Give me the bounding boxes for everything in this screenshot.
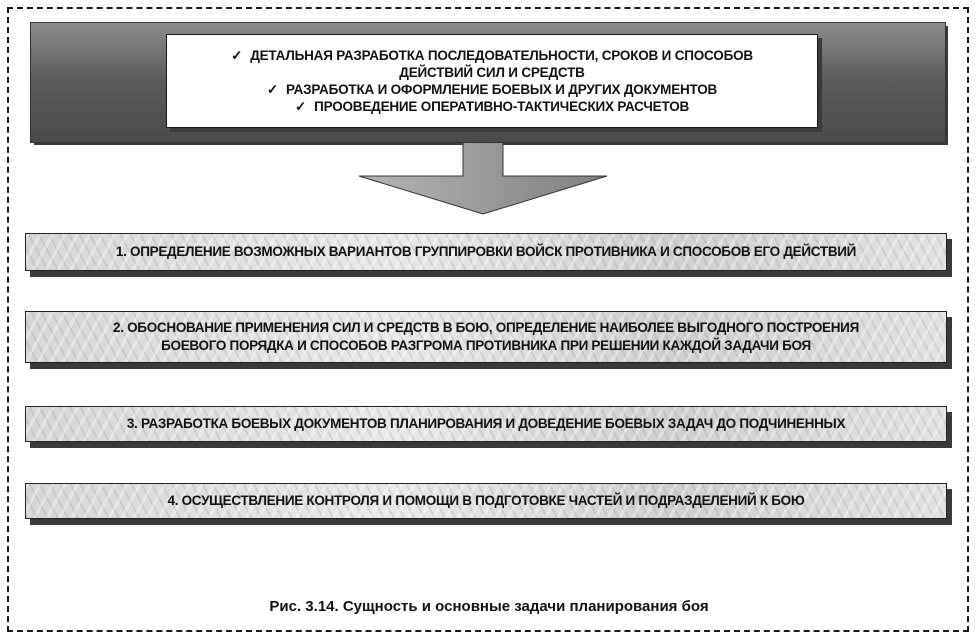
task-3-text: 3. РАЗРАБОТКА БОЕВЫХ ДОКУМЕНТОВ ПЛАНИРОВАНИЯ И ДОВЕДЕНИЕ БОЕВЫХ ЗАДАЧ ДО ПОДЧИНЕННЫХ bbox=[126, 416, 846, 431]
planning-item: ✓ ПРООВЕДЕНИЕ ОПЕРАТИВНО-ТАКТИЧЕСКИХ РАСЧЕТОВ bbox=[294, 99, 690, 114]
task-4-text: 4. ОСУЩЕСТВЛЕНИЕ КОНТРОЛЯ И ПОМОЩИ В ПОДГОТОВКЕ ЧАСТЕЙ И ПОДРАЗДЕЛЕНИЙ К БОЮ bbox=[167, 493, 805, 508]
planning-item: ✓ ДЕТАЛЬНАЯ РАЗРАБОТКА ПОСЛЕДОВАТЕЛЬНОСТИ, СРОКОВ И СПОСОБОВ bbox=[231, 48, 753, 63]
task-1-text: 1. ОПРЕДЕЛЕНИЕ ВОЗМОЖНЫХ ВАРИАНТОВ ГРУППИРОВКИ ВОЙСК ПРОТИВНИКА И СПОСОБОВ ЕГО ДЕЙСТВИЙ bbox=[115, 244, 857, 259]
planning-content-box bbox=[166, 34, 818, 128]
figure-caption: Рис. 3.14. Сущность и основные задачи планирования боя bbox=[269, 598, 709, 615]
task-3-box bbox=[25, 406, 947, 442]
check-icon: ✓ bbox=[231, 48, 243, 63]
planning-item: ✓ РАЗРАБОТКА И ОФОРМЛЕНИЕ БОЕВЫХ И ДРУГИХ ДОКУМЕНТОВ bbox=[266, 82, 718, 97]
task-4-box bbox=[25, 483, 947, 519]
task-2-text-line-2: БОЕВОГО ПОРЯДКА И СПОСОБОВ РАЗГРОМА ПРОТИВНИКА ПРИ РЕШЕНИИ КАЖДОЙ ЗАДАЧИ БОЯ bbox=[161, 338, 811, 353]
task-1-box bbox=[25, 233, 947, 271]
down-arrow bbox=[359, 141, 607, 214]
check-icon: ✓ bbox=[294, 99, 307, 114]
task-2-box bbox=[25, 311, 947, 363]
task-2-text-line-1: 2. ОБОСНОВАНИЕ ПРИМЕНЕНИЯ СИЛ И СРЕДСТВ В БОЮ, ОПРЕДЕЛЕНИЕ НАИБОЛЕЕ ВЫГОДНОГО ПОСТРОЕНИЯ bbox=[113, 320, 859, 335]
check-icon: ✓ bbox=[266, 82, 278, 97]
planning-item-continued: ДЕЙСТВИЙ СИЛ И СРЕДСТВ bbox=[399, 65, 585, 80]
